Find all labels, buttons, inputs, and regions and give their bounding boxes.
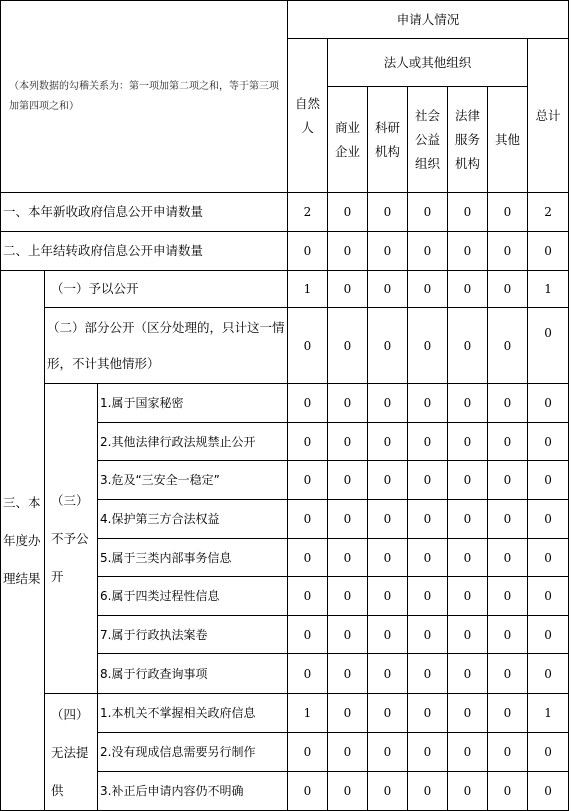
row-label: 2.没有现成信息需要另行制作 bbox=[98, 732, 288, 772]
cell-value: 0 bbox=[448, 500, 488, 539]
cell-value: 0 bbox=[448, 732, 488, 772]
cell-value: 0 bbox=[408, 577, 448, 616]
cell-value: 0 bbox=[408, 654, 448, 694]
table-row bbox=[1, 193, 569, 232]
cell-value: 0 bbox=[528, 539, 569, 577]
cell-value: 0 bbox=[488, 694, 528, 733]
cell-value: 0 bbox=[528, 732, 569, 772]
cell-value: 0 bbox=[448, 616, 488, 654]
col-social: 社会公益组织 bbox=[408, 87, 448, 193]
cell-value: 0 bbox=[328, 772, 368, 811]
cell-value: 0 bbox=[488, 271, 528, 308]
cell-value: 0 bbox=[488, 654, 528, 694]
cell-value: 0 bbox=[528, 772, 569, 811]
cell-value: 0 bbox=[448, 308, 488, 384]
cell-value: 0 bbox=[488, 384, 528, 423]
legal-person-group-header: 法人或其他组织 bbox=[328, 39, 528, 87]
cell-value: 0 bbox=[408, 193, 448, 232]
col-total: 总计 bbox=[528, 39, 569, 193]
cell-value: 0 bbox=[368, 384, 408, 423]
cell-value: 2 bbox=[528, 193, 569, 232]
cell-value: 0 bbox=[448, 654, 488, 694]
applicant-situation-header: 申请人情况 bbox=[288, 1, 569, 39]
cell-value: 0 bbox=[488, 461, 528, 500]
cell-value: 0 bbox=[528, 577, 569, 616]
table-row bbox=[1, 308, 569, 384]
cell-value: 1 bbox=[528, 694, 569, 733]
cell-value: 0 bbox=[488, 732, 528, 772]
cell-value: 0 bbox=[368, 616, 408, 654]
row-label: （二）部分公开（区分处理的，只计这一情形，不计其他情形） bbox=[45, 308, 288, 384]
cell-value: 0 bbox=[488, 423, 528, 461]
cell-value: 0 bbox=[288, 308, 328, 384]
cell-value: 0 bbox=[528, 616, 569, 654]
cell-value: 0 bbox=[448, 461, 488, 500]
cell-value: 0 bbox=[408, 308, 448, 384]
cell-value: 0 bbox=[328, 271, 368, 308]
table-row bbox=[1, 232, 569, 271]
cell-value: 0 bbox=[488, 539, 528, 577]
cell-value: 0 bbox=[328, 616, 368, 654]
cell-value: 0 bbox=[288, 772, 328, 811]
cell-value: 1 bbox=[288, 694, 328, 733]
table-row bbox=[1, 694, 569, 733]
cell-value: 0 bbox=[488, 772, 528, 811]
cell-value: 0 bbox=[488, 193, 528, 232]
cell-value: 0 bbox=[368, 654, 408, 694]
row-label: 3.补正后申请内容仍不明确 bbox=[98, 772, 288, 811]
col-legal-service: 法律服务机构 bbox=[448, 87, 488, 193]
row-label: 一、本年新收政府信息公开申请数量 bbox=[1, 193, 288, 232]
cell-value: 0 bbox=[448, 423, 488, 461]
cell-value: 0 bbox=[408, 732, 448, 772]
cell-value: 0 bbox=[288, 732, 328, 772]
col-natural-person: 自然人 bbox=[288, 39, 328, 193]
cell-value: 0 bbox=[408, 271, 448, 308]
cell-value: 0 bbox=[328, 193, 368, 232]
cell-value: 0 bbox=[328, 694, 368, 733]
cell-value: 0 bbox=[328, 654, 368, 694]
col-research: 科研机构 bbox=[368, 87, 408, 193]
cell-value: 0 bbox=[408, 539, 448, 577]
row-label: 5.属于三类内部事务信息 bbox=[98, 539, 288, 577]
cell-value: 0 bbox=[328, 384, 368, 423]
row-label: 8.属于行政查询事项 bbox=[98, 654, 288, 694]
cell-value: 0 bbox=[448, 577, 488, 616]
cell-value: 0 bbox=[328, 461, 368, 500]
cell-value: 0 bbox=[528, 461, 569, 500]
row-label: 3.危及“三安全一稳定” bbox=[98, 461, 288, 500]
cell-value: 0 bbox=[408, 500, 448, 539]
row-label: 1.本机关不掌握相关政府信息 bbox=[98, 694, 288, 733]
cell-value: 0 bbox=[448, 539, 488, 577]
cell-value: 0 bbox=[328, 308, 368, 384]
cell-value: 0 bbox=[368, 694, 408, 733]
row-label: 4.保护第三方合法权益 bbox=[98, 500, 288, 539]
cell-value: 0 bbox=[488, 232, 528, 271]
cell-value: 0 bbox=[288, 577, 328, 616]
cell-value: 0 bbox=[368, 772, 408, 811]
cell-value: 2 bbox=[288, 193, 328, 232]
cell-value: 0 bbox=[528, 308, 569, 384]
cell-value: 0 bbox=[368, 461, 408, 500]
cell-value: 0 bbox=[368, 308, 408, 384]
cell-value: 0 bbox=[368, 232, 408, 271]
cell-value: 0 bbox=[448, 772, 488, 811]
cell-value: 0 bbox=[408, 232, 448, 271]
row-label: 1.属于国家秘密 bbox=[98, 384, 288, 423]
col-other: 其他 bbox=[488, 87, 528, 193]
cell-value: 0 bbox=[448, 271, 488, 308]
group4-label: （四）无法提供 bbox=[45, 694, 98, 811]
row-label: 2.其他法律行政法规禁止公开 bbox=[98, 423, 288, 461]
cell-value: 0 bbox=[528, 384, 569, 423]
cell-value: 0 bbox=[328, 539, 368, 577]
cell-value: 0 bbox=[368, 193, 408, 232]
col-business: 商业企业 bbox=[328, 87, 368, 193]
cell-value: 0 bbox=[408, 694, 448, 733]
cell-value: 0 bbox=[328, 732, 368, 772]
cell-value: 0 bbox=[368, 423, 408, 461]
cell-value: 0 bbox=[368, 539, 408, 577]
cell-value: 0 bbox=[328, 500, 368, 539]
cell-value: 0 bbox=[408, 772, 448, 811]
cell-value: 0 bbox=[448, 694, 488, 733]
table-row bbox=[1, 384, 569, 423]
cell-value: 0 bbox=[288, 423, 328, 461]
cell-value: 0 bbox=[328, 232, 368, 271]
cell-value: 0 bbox=[408, 461, 448, 500]
cell-value: 0 bbox=[528, 232, 569, 271]
cell-value: 1 bbox=[528, 271, 569, 308]
cell-value: 0 bbox=[288, 616, 328, 654]
row-label: 7.属于行政执法案卷 bbox=[98, 616, 288, 654]
row-label: 6.属于四类过程性信息 bbox=[98, 577, 288, 616]
cell-value: 0 bbox=[488, 577, 528, 616]
cell-value: 0 bbox=[288, 500, 328, 539]
cell-value: 0 bbox=[488, 500, 528, 539]
cell-value: 0 bbox=[328, 577, 368, 616]
table-row bbox=[1, 271, 569, 308]
cell-value: 0 bbox=[288, 654, 328, 694]
cell-value: 0 bbox=[368, 577, 408, 616]
cell-value: 0 bbox=[368, 732, 408, 772]
cell-value: 0 bbox=[408, 384, 448, 423]
cell-value: 0 bbox=[488, 616, 528, 654]
cell-value: 0 bbox=[488, 308, 528, 384]
cell-value: 0 bbox=[288, 232, 328, 271]
row-label: （一）予以公开 bbox=[45, 271, 288, 308]
row-label: 二、上年结转政府信息公开申请数量 bbox=[1, 232, 288, 271]
cell-value: 0 bbox=[528, 500, 569, 539]
cell-value: 0 bbox=[368, 271, 408, 308]
group3-label: （三）不予公开 bbox=[45, 384, 98, 694]
cell-value: 1 bbox=[288, 271, 328, 308]
cell-value: 0 bbox=[448, 384, 488, 423]
cell-value: 0 bbox=[408, 616, 448, 654]
relationship-note: （本列数据的勾稽关系为：第一项加第二项之和，等于第三项加第四项之和） bbox=[1, 1, 288, 193]
cell-value: 0 bbox=[448, 193, 488, 232]
cell-value: 0 bbox=[368, 500, 408, 539]
cell-value: 0 bbox=[408, 423, 448, 461]
cell-value: 0 bbox=[288, 384, 328, 423]
cell-value: 0 bbox=[528, 654, 569, 694]
cell-value: 0 bbox=[288, 539, 328, 577]
cell-value: 0 bbox=[528, 423, 569, 461]
cell-value: 0 bbox=[448, 232, 488, 271]
cell-value: 0 bbox=[328, 423, 368, 461]
cell-value: 0 bbox=[288, 461, 328, 500]
section3-label: 三、本年度办理结果 bbox=[1, 271, 45, 811]
